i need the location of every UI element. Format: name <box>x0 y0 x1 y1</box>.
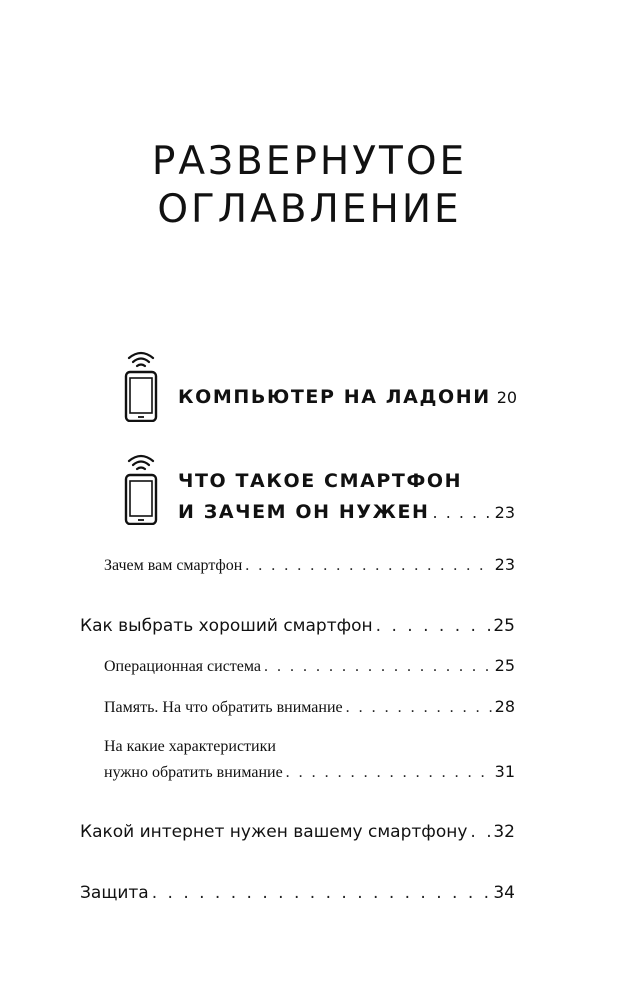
page-title <box>0 138 619 234</box>
toc-entry-characteristics[interactable] <box>104 762 515 782</box>
dot-leader <box>245 557 491 575</box>
page-number: 20 <box>496 388 518 407</box>
entry-label: И ЗАЧЕМ ОН НУЖЕН <box>178 501 430 523</box>
page-number: 23 <box>494 503 515 522</box>
toc-entry-how-to-choose[interactable] <box>80 616 515 636</box>
entry-label: Память. На что обратить внимание <box>104 699 343 716</box>
page-title-line-1: РАЗВЕРНУТОЕ <box>151 139 468 184</box>
page-number: 31 <box>494 762 515 781</box>
toc-entry-memory[interactable] <box>104 697 515 717</box>
page-number: 23 <box>494 555 515 574</box>
dot-leader <box>433 503 492 522</box>
entry-label: нужно обратить внимание <box>104 764 283 781</box>
dot-leader <box>376 616 491 636</box>
toc-entry-operating-system[interactable] <box>104 656 515 676</box>
page-number: 32 <box>493 822 515 842</box>
entry-label: Какой интернет нужен вашему смартфону <box>80 822 468 842</box>
page-number: 25 <box>493 616 515 636</box>
entry-label: КОМПЬЮТЕР НА ЛАДОНИ <box>178 386 491 408</box>
page-number: 34 <box>493 883 515 903</box>
entry-label: Защита <box>80 883 149 903</box>
toc-entry-what-is-smartphone-line-1: ЧТО ТАКОЕ СМАРТФОН <box>178 470 463 492</box>
smartphone-signal-icon <box>122 350 160 422</box>
dot-leader <box>152 883 491 903</box>
toc-entry-why-smartphone[interactable] <box>104 555 515 575</box>
page-number: 28 <box>494 697 515 716</box>
toc-entry-characteristics-line-1: На какие характеристики <box>104 738 276 755</box>
toc-entry-protection[interactable] <box>80 883 515 903</box>
toc-entry-what-is-smartphone[interactable] <box>178 501 515 523</box>
page-title-line-2: ОГЛАВЛЕНИЕ <box>157 187 462 232</box>
entry-label: Операционная система <box>104 658 262 675</box>
entry-label: Зачем вам смартфон <box>104 557 243 574</box>
toc-entry-internet[interactable] <box>80 822 515 842</box>
dot-leader <box>470 822 490 842</box>
toc-entry-computer-in-palm[interactable] <box>178 386 518 408</box>
entry-label: Как выбрать хороший смартфон <box>80 616 373 636</box>
smartphone-signal-icon <box>122 453 160 525</box>
page-number: 25 <box>494 656 515 675</box>
dot-leader <box>264 658 492 676</box>
dot-leader <box>286 764 492 782</box>
dot-leader <box>346 699 492 717</box>
